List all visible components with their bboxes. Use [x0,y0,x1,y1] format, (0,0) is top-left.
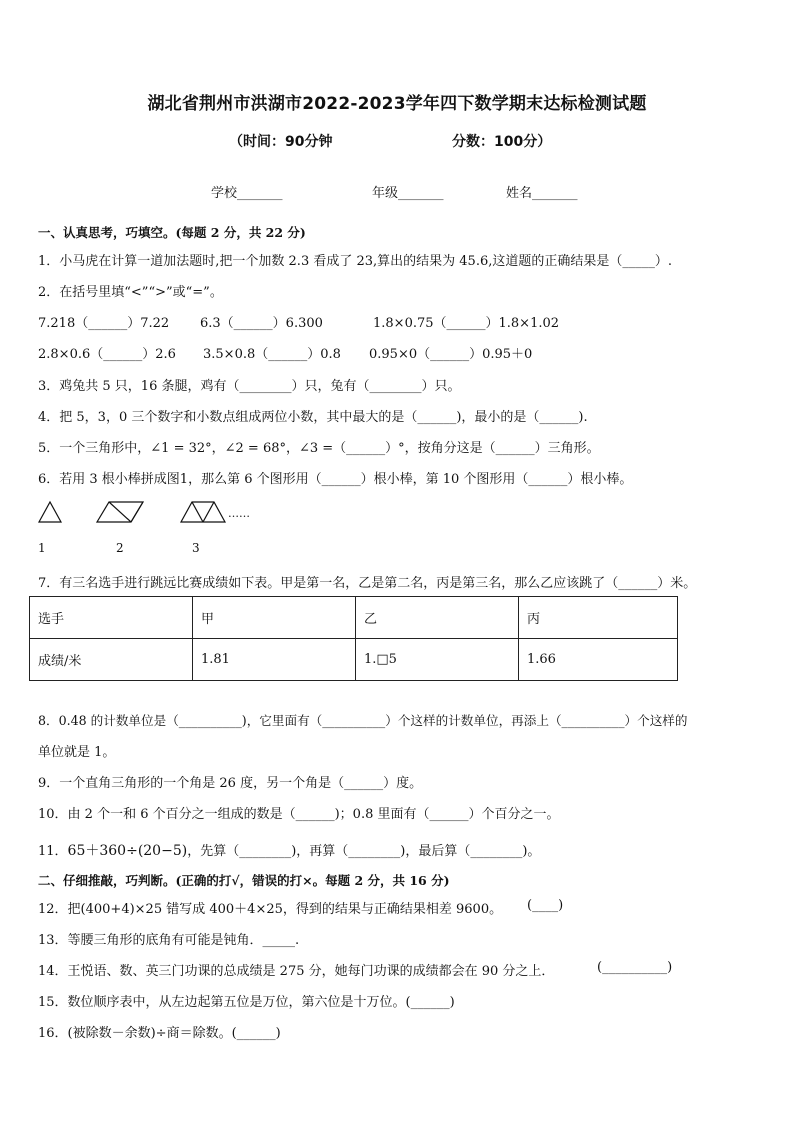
school-field: 学校_______ [211,186,283,201]
table-header-cell: 丙 [519,597,678,639]
question-15: 15．数位顺序表中，从左边起第五位是万位，第六位是十万位。(______) [38,995,455,1010]
answer-blank: (__________) [597,960,673,975]
triangle-figure-1 [38,500,64,524]
question-6: 6．若用 3 根小棒拼成图1，那么第 6 个图形用（______）根小棒，第 10 个图形用（______）根小棒。 [38,472,633,487]
question-4: 4．把 5，3，0 三个数字和小数点组成两位小数，其中最大的是（______)，最小的是（______). [38,410,588,425]
question-10: 10．由 2 个一和 6 个百分之一组成的数是（______)；0.8 里面有（______）个百分之一。 [38,807,560,822]
triangle-figure-3 [180,500,230,524]
question-9: 9．一个直角三角形的一个角是 26 度，另一个角是（______）度。 [38,776,423,791]
grade-field: 年级_______ [372,186,444,201]
question-16: 16．(被除数－余数)÷商＝除数。(______) [38,1026,281,1041]
score-label: 分数：100分） [452,134,552,150]
compare-item: 3.5×0.8（______）0.8 [203,347,341,362]
table-cell: 1.66 [519,639,678,681]
figure-label: 2 [116,541,124,555]
jump-score-table [29,596,678,681]
question-3: 3．鸡兔共 5 只，16 条腿，鸡有（________）只，兔有（________）只。 [38,379,461,394]
question-1: 1．小马虎在计算一道加法题时,把一个加数 2.3 看成了 23,算出的结果为 45.6,这道题的正确结果是（_____）. [38,254,672,269]
figure-label: 3 [192,541,200,555]
table-cell: 成绩/米 [30,639,193,681]
compare-item: 6.3（______）6.300 [200,316,323,331]
question-5: 5．一个三角形中，∠1 = 32°，∠2 = 68°，∠3 =（______）°，按角分这是（______）三角形。 [38,441,600,456]
table-row [30,639,678,681]
page-title: 湖北省荆州市洪湖市2022-2023学年四下数学期末达标检测试题 [147,94,647,114]
compare-item: 7.218（______）7.22 [38,316,170,331]
time-label: （时间：90分钟 [229,134,333,150]
table-row [30,597,678,639]
question-7: 7．有三名选手进行跳远比赛成绩如下表。甲是第一名，乙是第二名，丙是第三名，那么乙应该跳了（______）米。 [38,576,697,591]
table-header-cell: 甲 [193,597,356,639]
compare-item: 2.8×0.6（______）2.6 [38,347,176,362]
table-cell: 1.81 [193,639,356,681]
table-header-cell: 选手 [30,597,193,639]
question-number: 11． [38,844,68,859]
table-header-cell: 乙 [356,597,519,639]
answer-blank: (____) [527,898,564,913]
question-14: 14．王悦语、数、英三门功课的总成绩是 275 分，她每门功课的成绩都会在 90 分之上． [38,964,555,979]
question-8: 8．0.48 的计数单位是（__________)，它里面有（__________）个这样的计数单位，再添上（__________）个这样的 [38,713,688,728]
question-11 [38,840,540,860]
question-8-cont: 单位就是 1。 [38,745,116,760]
table-cell: 1.□5 [356,639,519,681]
question-13: 13．等腰三角形的底角有可能是钝角．_____. [38,933,300,948]
compare-item: 0.95×0（______）0.95＋0 [369,347,533,362]
ellipsis-dots: …… [228,507,250,520]
question-text: ，先算（________)，再算（________)，最后算（________)。 [187,844,541,859]
section2-heading: 二、仔细推敲，巧判断。(正确的打√，错误的打×。每题 2 分，共 16 分) [38,873,450,888]
compare-item: 1.8×0.75（______）1.8×1.02 [373,316,560,331]
question-12: 12．把(400+4)×25 错写成 400＋4×25，得到的结果与正确结果相差 9600。 [38,902,503,917]
section1-heading: 一、认真思考，巧填空。(每题 2 分，共 22 分) [38,225,306,240]
math-expression: 65＋360÷(20−5) [67,843,188,859]
name-field: 姓名_______ [506,186,578,201]
question-2: 2．在括号里填“<”“>”或“=”。 [38,285,223,300]
figure-label: 1 [38,541,46,555]
triangle-figure-2 [96,500,146,524]
